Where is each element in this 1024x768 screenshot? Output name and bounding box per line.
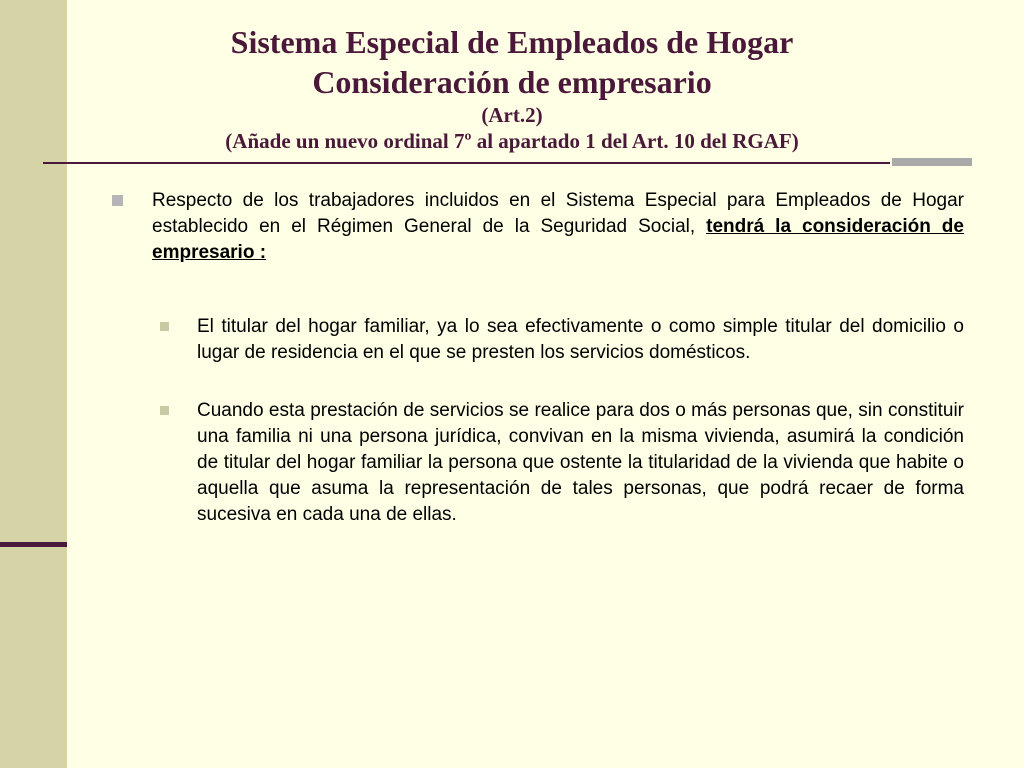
sub-bullet-2-text: Cuando esta prestación de servicios se realice para dos o más personas que, sin constituir una familia ni una persona jurídica, convivan en la misma vivienda, asumirá la condición de titular del hogar familiar la persona que ostente la titularidad de la vivienda que habite o aquella que asuma la representación de tales personas, que podrá recaer de forma sucesiva en cada una de ellas. — [197, 400, 964, 525]
bullet-main-body: Respecto de los trabajadores incluidos en el Sistema Especial para Empleados de Hogar establecido en el Régimen General de la Seguridad Social, — [152, 190, 964, 237]
left-decorative-band — [0, 0, 67, 768]
title-divider-accent — [892, 158, 972, 166]
square-bullet-icon — [160, 322, 169, 331]
bullet-main-emphasis: tendrá la consideración de empresario : — [152, 216, 964, 263]
bullet-main-text — [152, 188, 964, 266]
title-note: (Añade un nuevo ordinal 7º al apartado 1 del Art. 10 del RGAF) — [225, 129, 799, 153]
left-accent-bar — [0, 542, 67, 547]
title-article: (Art.2) — [481, 103, 543, 127]
square-bullet-icon — [112, 195, 123, 206]
title-line-1: Sistema Especial de Empleados de Hogar — [230, 24, 794, 60]
title-divider — [43, 162, 890, 164]
slide-title — [70, 22, 954, 154]
bullet-main — [112, 188, 964, 266]
sub-bullet-1 — [160, 314, 964, 366]
square-bullet-icon — [160, 406, 169, 415]
sub-bullet-2 — [160, 398, 964, 528]
sub-bullet-1-text: El titular del hogar familiar, ya lo sea efectivamente o como simple titular del domicilio o lugar de residencia en el que se presten los servicios domésticos. — [197, 316, 964, 363]
slide-body — [112, 188, 964, 560]
title-line-2: Consideración de empresario — [312, 64, 712, 100]
